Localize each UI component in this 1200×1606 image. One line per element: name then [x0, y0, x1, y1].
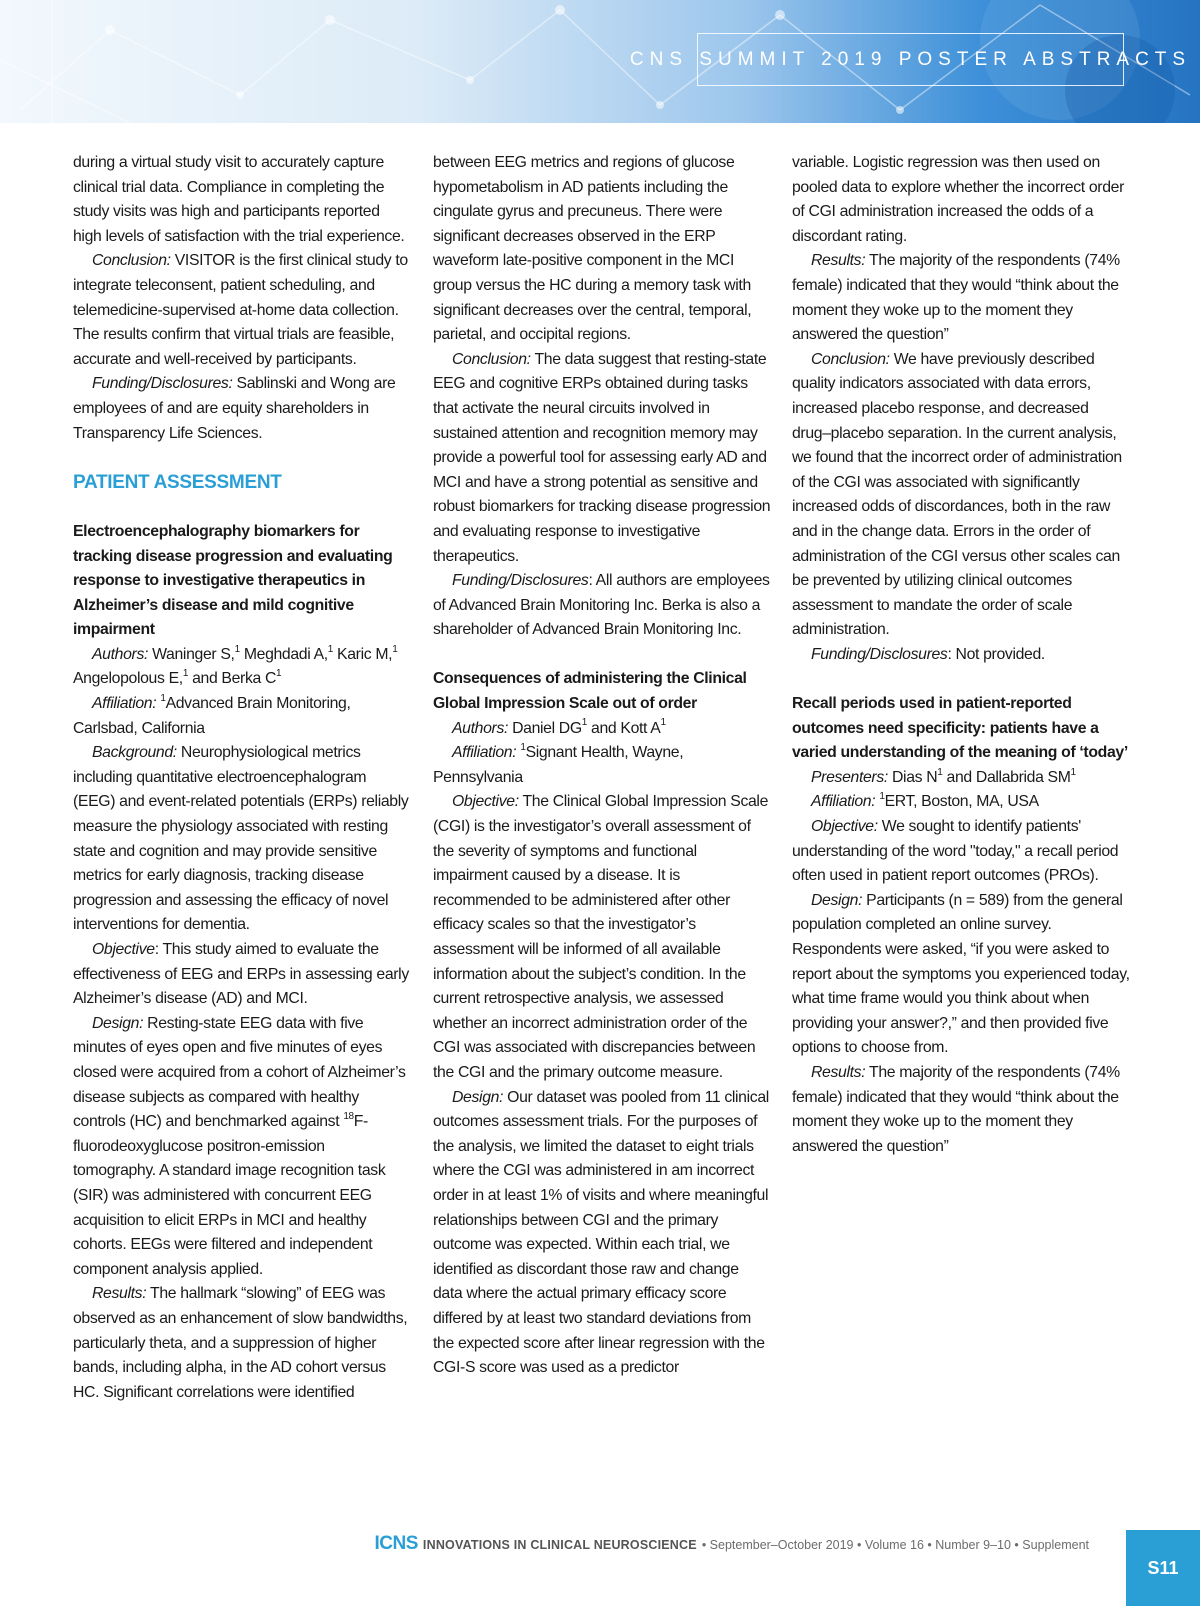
- author-name: Karic M,: [333, 645, 393, 663]
- funding-label: Funding/Disclosures: [811, 645, 948, 663]
- article-title: Recall periods used in patient-reported outcomes need specificity: patients have a varied understanding of the meaning of ‘today’: [792, 695, 1128, 762]
- author-sup: 1: [234, 643, 240, 655]
- objective-text: We sought to identify patients' understanding of the word "today," a recall period often used in patient report outcomes (PROs).: [792, 818, 1119, 885]
- continued-paragraph: [73, 151, 411, 249]
- affiliation-label: Affiliation:: [452, 744, 517, 762]
- banner-title-box: [629, 33, 1192, 86]
- author-name: Waninger S,: [148, 645, 235, 663]
- funding-label: Funding/Disclosures: [452, 572, 589, 590]
- objective-label: Objective:: [452, 793, 519, 811]
- journal-name: INNOVATIONS IN CLINICAL NEUROSCIENCE: [422, 1538, 697, 1552]
- funding-paragraph: [73, 372, 411, 446]
- objective-paragraph: [433, 790, 771, 1085]
- results-text: The majority of the respondents (74% female) indicated that they would “think about the moment they woke up to the moment they answered the question”: [792, 1063, 1120, 1155]
- authors-label: Authors:: [92, 645, 149, 663]
- results-text: The majority of the respondents (74% female) indicated that they would “think about the moment they woke up to the moment they answered the question”: [792, 252, 1120, 344]
- author-sup: 1: [660, 717, 666, 729]
- background-label: Background:: [92, 744, 177, 762]
- affiliation-line: [792, 790, 1130, 815]
- issue-info: • September–October 2019 • Volume 16 • Number 9–10 • Supplement: [701, 1538, 1089, 1552]
- author-sup: 1: [276, 668, 282, 680]
- isotope-sup: 18: [343, 1110, 354, 1122]
- author-name: Meghdadi A,: [239, 645, 328, 663]
- design-text: Our dataset was pooled from 11 clinical outcomes assessment trials. For the purposes of the analysis, we limited the dataset to eight trials where the CGI was administered in am incorrect order in at least 1% of visits and where meaningful relationships between CGI and the primary outcome was expected. Within each trial, we identified as discordant those raw and change data where the actual primary efficacy score differed by at least two standard deviations from the expected score after linear regression with the CGI-S score was used as a predictor: [433, 1088, 769, 1377]
- conclusion-text: The data suggest that resting-state EEG and cognitive ERPs obtained during tasks that activate the neural circuits involved in sustained attention and recognition memory may provide a powerful tool for assessing early AD and MCI and have a strong potential as sensitive and robust biomarkers for tracking disease progression and evaluating response to investigative therapeutics.: [433, 350, 771, 565]
- section-heading: PATIENT ASSESSMENT: [73, 471, 282, 493]
- objective-paragraph: [792, 815, 1130, 889]
- objective-label: Objective: [92, 941, 155, 958]
- design-label: Design:: [452, 1088, 504, 1106]
- presenter-name: Dias N: [887, 768, 938, 786]
- column-1: [73, 151, 411, 1405]
- authors-line: [73, 643, 411, 692]
- objective-label: Objective:: [811, 818, 878, 836]
- author-name: and Kott A: [587, 719, 661, 737]
- page-number-tab: [1126, 1530, 1200, 1606]
- authors-label: Authors:: [452, 719, 509, 737]
- results-label: Results:: [811, 252, 866, 270]
- objective-text: : This study aimed to evaluate the effectiveness of EEG and ERPs in assessing early Alzheimer’s disease (AD) and MCI.: [73, 941, 409, 1008]
- background-paragraph: [73, 741, 411, 938]
- funding-paragraph: [792, 643, 1130, 668]
- design-text: Resting-state EEG data with five minutes of eyes open and five minutes of eyes closed were acquired from a cohort of Alzheimer’s disease subjects as compared with healthy controls (HC) and benchmarked against: [73, 1014, 406, 1131]
- design-label: Design:: [92, 1014, 144, 1032]
- author-sup: 1: [581, 717, 588, 729]
- funding-text: : Not provided.: [947, 645, 1045, 663]
- conclusion-label: Conclusion:: [811, 350, 890, 368]
- affiliation-line: [73, 692, 411, 741]
- column-2: [433, 151, 771, 1381]
- article-title: Consequences of administering the Clinical Global Impression Scale out of order: [433, 670, 747, 713]
- objective-paragraph: [73, 938, 411, 1012]
- affiliation-sup: 1: [520, 741, 526, 753]
- affiliation-text: Signant Health, Wayne, Pennsylvania: [433, 744, 684, 786]
- page-number: S11: [1147, 1557, 1179, 1578]
- author-sup: 1: [327, 643, 334, 655]
- funding-label: Funding/Disclosures:: [92, 375, 233, 393]
- funding-text: Sablinski and Wong are employees of and are equity shareholders in Transparency Life Sciences.: [73, 375, 396, 442]
- results-paragraph: [792, 249, 1130, 347]
- banner-title: CNS SUMMIT 2019 POSTER ABSTRACTS: [629, 48, 1192, 70]
- conclusion-text: VISITOR is the first clinical study to integrate teleconsent, patient scheduling, and telemedicine-supervised at-home data collection. The results confirm that virtual trials are feasible, accurate and well-received by participants.: [73, 252, 408, 368]
- funding-paragraph: [433, 569, 771, 643]
- authors-line: [433, 717, 771, 742]
- author-name: and Berka C: [188, 670, 277, 688]
- column-3: [792, 151, 1130, 1159]
- conclusion-paragraph: [73, 249, 411, 372]
- design-paragraph: [792, 889, 1130, 1061]
- author-name: Angelopolous E,: [73, 670, 183, 688]
- continued-text: variable. Logistic regression was then used on pooled data to explore whether the incorrect order of CGI administration increased the odds of a discordant rating.: [792, 154, 1124, 245]
- presenter-sup: 1: [937, 766, 943, 778]
- affiliation-sup: 1: [160, 692, 166, 704]
- article-title: Electroencephalography biomarkers for tracking disease progression and evaluating response to investigative therapeutics in Alzheimer’s disease and mild cognitive impairment: [73, 522, 393, 639]
- affiliation-text: ERT, Boston, MA, USA: [884, 793, 1039, 811]
- author-name: Daniel DG: [508, 719, 582, 737]
- header-banner: [0, 0, 1200, 123]
- design-label: Design:: [811, 891, 863, 909]
- presenters-line: [792, 766, 1130, 791]
- continued-text: during a virtual study visit to accurately capture clinical trial data. Compliance in completing the study visits was high and participants reported high levels of satisfaction with the trial experience.: [73, 154, 405, 245]
- background-text: Neurophysiological metrics including quantitative electroencephalogram (EEG) and event-related potentials (ERPs) reliably measure the physiology associated with resting state and cognition and may provide sensitive metrics for early diagnosis, tracking disease progression and assessing the efficacy of novel interventions for dementia.: [73, 744, 409, 934]
- presenters-label: Presenters:: [811, 768, 888, 786]
- results-paragraph: [792, 1061, 1130, 1159]
- continued-paragraph: [792, 151, 1130, 249]
- conclusion-paragraph: [792, 348, 1130, 643]
- design-paragraph: [73, 1012, 411, 1283]
- conclusion-label: Conclusion:: [452, 350, 531, 368]
- design-text-continued: F-fluorodeoxyglucose positron-emission tomography. A standard image recognition task (SIR) was administered with concurrent EEG acquisition to elicit ERPs in MCI and healthy cohorts. EEGs were filtered and independent component analysis applied.: [73, 1113, 386, 1278]
- continued-text: between EEG metrics and regions of glucose hypometabolism in AD patients including the cingulate gyrus and precuneus. There were significant decreases observed in the ERP waveform late-positive component in the MCI group versus the HC during a memory task with significant decreases over the central, temporal, parietal, and occipital regions.: [433, 154, 752, 344]
- affiliation-label: Affiliation:: [811, 793, 876, 811]
- results-label: Results:: [92, 1285, 147, 1303]
- affiliation-sup: 1: [879, 791, 885, 803]
- affiliation-label: Affiliation:: [92, 695, 157, 713]
- presenter-sup: 1: [1070, 766, 1076, 778]
- journal-logo: ICNS: [374, 1533, 418, 1554]
- presenter-name: and Dallabrida SM: [942, 768, 1071, 786]
- author-sup: 1: [182, 668, 189, 680]
- affiliation-line: [433, 741, 771, 790]
- design-paragraph: [433, 1086, 771, 1381]
- conclusion-text: We have previously described quality indicators associated with data errors, increased placebo response, and decreased drug–placebo separation. In the current analysis, we found that the incorrect order of administration of the CGI was associated with significantly increased odds of discordances, both in the raw and in the change data. Errors in the order of administration of the CGI versus other scales can be prevented by utilizing clinical outcomes assessment to mandate the order of scale administration.: [792, 350, 1122, 639]
- continued-paragraph: [433, 151, 771, 348]
- results-paragraph: [73, 1282, 411, 1405]
- results-label: Results:: [811, 1063, 866, 1081]
- conclusion-paragraph: [433, 348, 771, 569]
- conclusion-label: Conclusion:: [92, 252, 171, 270]
- affiliation-text: Advanced Brain Monitoring, Carlsbad, California: [73, 695, 351, 737]
- author-sup: 1: [392, 643, 398, 655]
- page-footer: [374, 1533, 1089, 1559]
- funding-text: : All authors are employees of Advanced Brain Monitoring Inc. Berka is also a shareholder of Advanced Brain Monitoring Inc.: [433, 572, 770, 639]
- objective-text: The Clinical Global Impression Scale (CGI) is the investigator’s overall assessment of the severity of symptoms and functional impairment caused by a disease. It is recommended to be administered after other efficacy scales so that the investigator’s assessment will be informed of all available information about the subject’s condition. In the current retrospective analysis, we assessed whether an incorrect administration order of the CGI was associated with discrepancies between the CGI and the primary outcome measure.: [433, 793, 769, 1081]
- results-text: The hallmark “slowing” of EEG was observed as an enhancement of slow bandwidths, particularly theta, and a suppression of higher bands, including alpha, in the AD cohort versus HC. Significant correlations were identified: [73, 1285, 408, 1401]
- design-text: Participants (n = 589) from the general population completed an online survey. Respondents were asked, “if you were asked to report about the symptoms you experienced today, what time frame would you think about when providing your answer?,” and then provided five options to choose from.: [792, 891, 1130, 1057]
